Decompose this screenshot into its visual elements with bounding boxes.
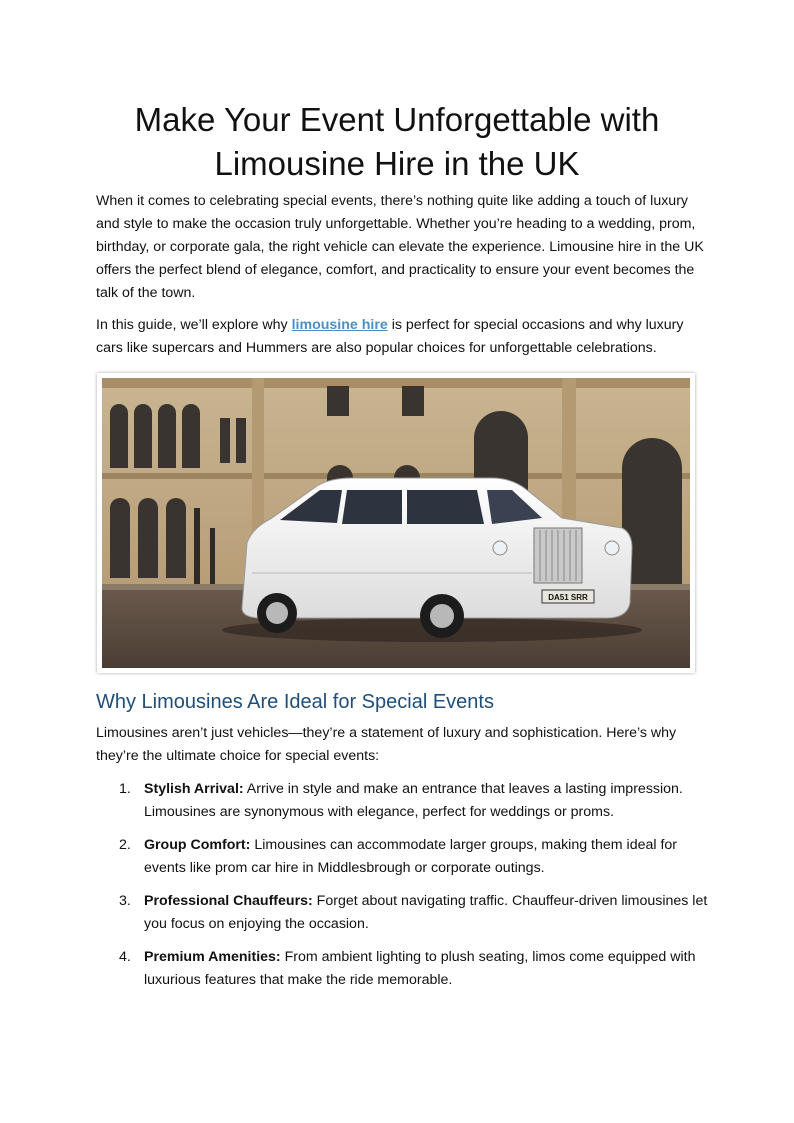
list-item-number: 4. (119, 949, 131, 965)
title-line-1: Make Your Event Unforgettable with (134, 101, 660, 138)
list-item (96, 834, 708, 880)
section-heading: Why Limousines Are Ideal for Special Events (96, 691, 494, 713)
list-item-text: Arrive in style and make an entrance that leaves a lasting impression. Limousines are synonymous with elegance, perfect for weddings or proms. (144, 781, 683, 820)
list-item-number: 3. (119, 893, 131, 909)
list-item-label: Premium Amenities: (144, 949, 281, 965)
limousine-illustration (102, 378, 690, 668)
page-title (70, 98, 724, 186)
list-item-number: 2. (119, 837, 131, 853)
intro-paragraph: When it comes to celebrating special events, there’s nothing quite like adding a touch of luxury and style to make the occasion truly unforgettable. Whether you’re heading to a wedding, prom, birthday, or corporate gala, the right vehicle can elevate the experience. Limousine hire in the UK offers the perfect blend of elegance, comfort, and practicality to ensure your event becomes the talk of the town. (96, 193, 704, 301)
list-item (96, 890, 708, 936)
list-item-label: Group Comfort: (144, 837, 251, 853)
limousine-photo (97, 373, 695, 673)
guide-text-before: In this guide, we’ll explore why (96, 317, 292, 333)
limousine-hire-link[interactable]: limousine hire (291, 317, 388, 333)
section-intro-paragraph: Limousines aren’t just vehicles—they’re a statement of luxury and sophistication. Here’s why they’re the ultimate choice for special events: (96, 725, 677, 764)
guide-text-after: is perfect for special occasions and why luxury cars like supercars and Hummers are also popular choices for unforgettable celebrations. (96, 317, 684, 356)
list-item-label: Professional Chauffeurs: (144, 893, 313, 909)
list-item-text: From ambient lighting to plush seating, limos come equipped with luxurious features that make the ride memorable. (144, 949, 696, 988)
title-line-2: Limousine Hire in the UK (214, 145, 580, 182)
number-plate-text: DA51 SRR (548, 593, 588, 602)
guide-paragraph (96, 314, 708, 360)
list-item-text: Forget about navigating traffic. Chauffeur-driven limousines let you focus on enjoying the occasion. (144, 893, 708, 932)
list-item-text: Limousines can accommodate larger groups, making them ideal for events like prom car hire in Middlesbrough or corporate outings. (144, 837, 678, 876)
reasons-list (96, 778, 708, 1002)
list-item (96, 946, 708, 992)
list-item-label: Stylish Arrival: (144, 781, 244, 797)
list-item (96, 778, 708, 824)
list-item-number: 1. (119, 781, 131, 797)
